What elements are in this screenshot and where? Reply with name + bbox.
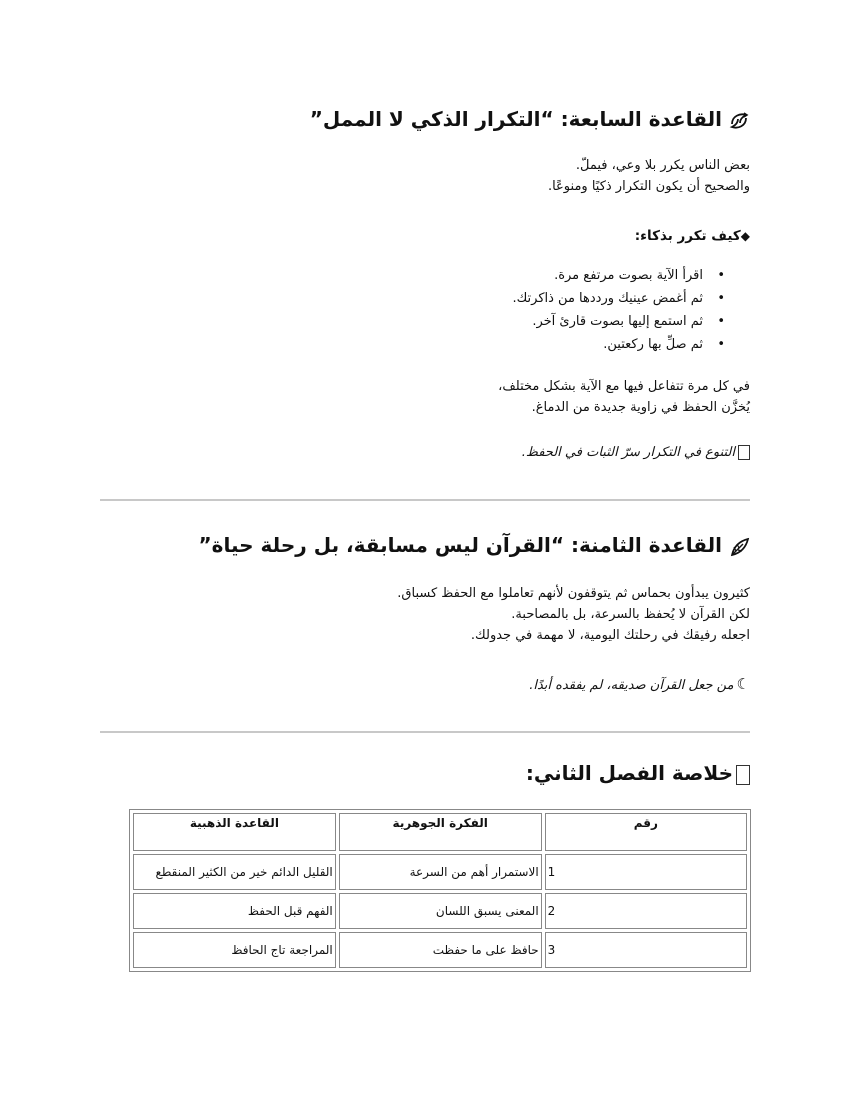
- column-header-idea: الفكرة الجوهرية: [339, 813, 542, 851]
- rule7-subheading-row: [90, 225, 750, 247]
- rule7-title: القاعدة السابعة: “التكرار الذكي لا الممل”: [309, 107, 722, 131]
- row-rule: المراجعة تاج الحافظ: [133, 932, 336, 968]
- crescent-moon-icon: ☾: [736, 675, 750, 693]
- table-row: [133, 893, 747, 929]
- summary-table: [129, 809, 751, 972]
- rule8-quote-row: [90, 673, 750, 697]
- rule7-line-2: والصحيح أن يكون التكرار ذكيًا ومنوعًا.: [547, 179, 750, 194]
- rule7-bullet-list: [90, 264, 725, 356]
- list-item: • ثم أغمض عينيك ورددها من ذاكرتك.: [90, 287, 703, 310]
- column-header-number: رقم: [545, 813, 747, 851]
- divider: [100, 731, 750, 733]
- rule7-subheading: كيف تكرر بذكاء:: [634, 228, 741, 244]
- row-rule: القليل الدائم خير من الكثير المنقطع: [133, 854, 336, 890]
- row-idea: المعنى يسبق اللسان: [339, 893, 542, 929]
- rule7-after-line-2: يُخزَّن الحفظ في زاوية جديدة من الدماغ.: [531, 400, 750, 415]
- summary-title: خلاصة الفصل الثاني:: [525, 761, 733, 785]
- row-number: 1: [545, 854, 747, 890]
- rule8-line-2: لكن القرآن لا يُحفظ بالسرعة، بل بالمصاحبة.: [511, 607, 750, 622]
- list-item: • ثم صلِّ بها ركعتين.: [90, 333, 703, 356]
- rule7-after-line-1: في كل مرة تتفاعل فيها مع الآية بشكل مختلف،: [498, 379, 750, 394]
- list-item: • ثم استمع إليها بصوت قارئ آخر.: [90, 310, 703, 333]
- summary-heading: [90, 759, 750, 787]
- rule7-line-1: بعض الناس يكرر بلا وعي، فيملّ.: [575, 158, 750, 173]
- table-header-row: [133, 813, 747, 851]
- rule7-intro: [90, 155, 750, 197]
- row-idea: الاستمرار أهم من السرعة: [339, 854, 542, 890]
- diamond-bullet-icon: ◆: [740, 229, 750, 243]
- divider: [100, 499, 750, 501]
- missing-glyph-icon: [736, 765, 750, 785]
- row-idea: حافظ على ما حفظت: [339, 932, 542, 968]
- table-row: [133, 932, 747, 968]
- rule7-quote-row: [90, 442, 750, 464]
- leaf-icon: [728, 536, 750, 558]
- list-item: • اقرأ الآية بصوت مرتفع مرة.: [90, 264, 703, 287]
- recycle-leaf-icon: [728, 110, 750, 132]
- row-number: 3: [545, 932, 747, 968]
- rule8-heading: [90, 531, 750, 559]
- rule8-line-1: كثيرون يبدأون بحماس ثم يتوقفون لأنهم تعاملوا مع الحفظ كسباق.: [397, 586, 750, 601]
- rule8-title: القاعدة الثامنة: “القرآن ليس مسابقة، بل رحلة حياة”: [198, 533, 722, 557]
- missing-glyph-icon: [738, 445, 750, 460]
- rule8-quote: من جعل القرآن صديقه، لم يفقده أبدًا.: [529, 678, 734, 693]
- rule7-heading: [90, 105, 750, 133]
- column-header-rule: القاعدة الذهبية: [133, 813, 336, 851]
- rule7-quote: التنوع في التكرار سرّ الثبات في الحفظ.: [521, 445, 735, 460]
- rule8-body: [90, 583, 750, 646]
- row-number: 2: [545, 893, 747, 929]
- rule8-line-3: اجعله رفيقك في رحلتك اليومية، لا مهمة في جدولك.: [470, 628, 750, 643]
- table-row: [133, 854, 747, 890]
- rule7-after: [90, 376, 750, 418]
- row-rule: الفهم قبل الحفظ: [133, 893, 336, 929]
